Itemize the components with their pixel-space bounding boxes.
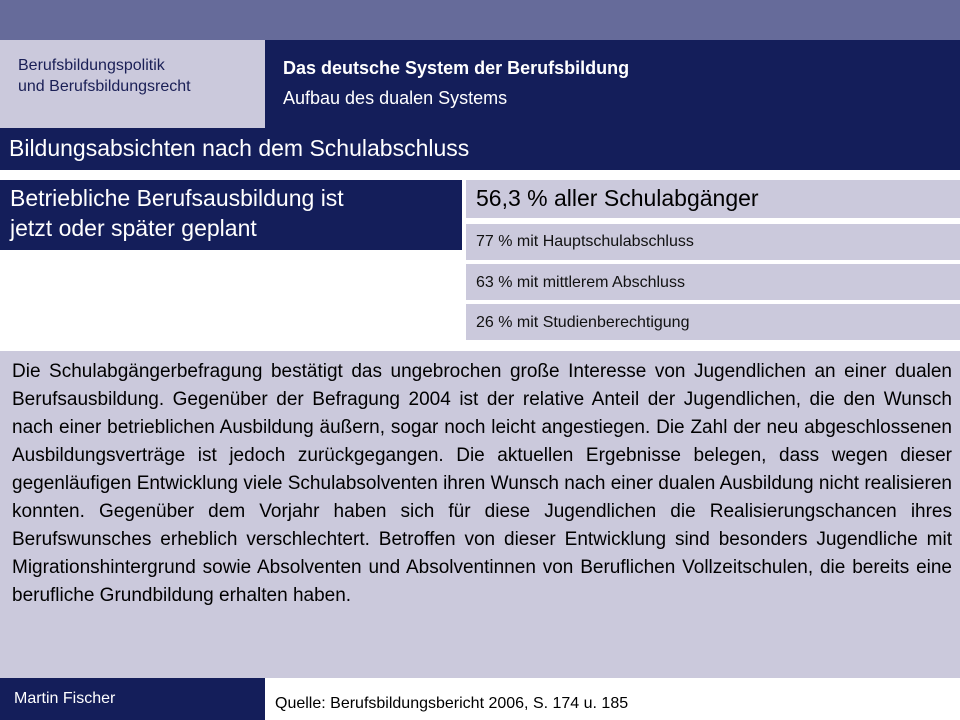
- header-title: Das deutsche System der Berufsbildung: [283, 58, 630, 78]
- plan-line-2: jetzt oder später geplant: [10, 215, 257, 241]
- body-paragraph: Die Schulabgängerbefragung bestätigt das ungebrochen große Interesse von Jugendlichen an einer dualen Berufsausbildung. Gegenüber der Befragung 2004 ist der relative Anteil der Jugendlichen, die den Wunsch nach einer betrieblichen Ausbildung äußern, sogar noch leicht angestiegen. Die Zahl der neu abgeschlossenen Ausbildungsverträge ist jedoch zurückgegangen. Die aktuellen Ergebnisse belegen, dass wegen dieser gegenläufigen Entwicklung viele Schulabsolventen ihren Wunsch nach einer dualen Ausbildung nicht realisieren konnten. Gegenüber dem Vorjahr haben sich für diese Jugendlichen die Realisierungschancen ihres Berufswunsches erheblich verschlechtert. Betroffen von dieser Entwicklung sind besonders Jugendliche mit Migrationshintergrund sowie Absolventen und Absolventinnen von Beruflichen Vollzeitschulen, die bereits eine berufliche Grundbildung erhalten haben.: [12, 361, 952, 606]
- plan-line-1: Betriebliche Berufsausbildung ist: [10, 185, 344, 211]
- plan-label: [10, 183, 455, 243]
- top-decor-strip: [0, 0, 960, 40]
- stat-row-studienberechtigung: 26 % mit Studienberechtigung: [476, 314, 690, 331]
- section-title: Bildungsabsichten nach dem Schulabschluss: [9, 135, 470, 161]
- stat-row-hauptschule: 77 % mit Hauptschulabschluss: [476, 233, 694, 250]
- department-label: [18, 55, 191, 97]
- stat-row-mittlerer-abschluss: 63 % mit mittlerem Abschluss: [476, 274, 685, 291]
- footer-source: Quelle: Berufsbildungsbericht 2006, S. 174 u. 185: [275, 695, 629, 712]
- department-line-2: und Berufsbildungsrecht: [18, 78, 191, 95]
- main-stat: 56,3 % aller Schulabgänger: [476, 185, 759, 211]
- header-panel: [265, 40, 960, 128]
- footer-author: Martin Fischer: [14, 690, 116, 707]
- header-subtitle: Aufbau des dualen Systems: [283, 88, 508, 108]
- department-line-1: Berufsbildungspolitik: [18, 57, 165, 74]
